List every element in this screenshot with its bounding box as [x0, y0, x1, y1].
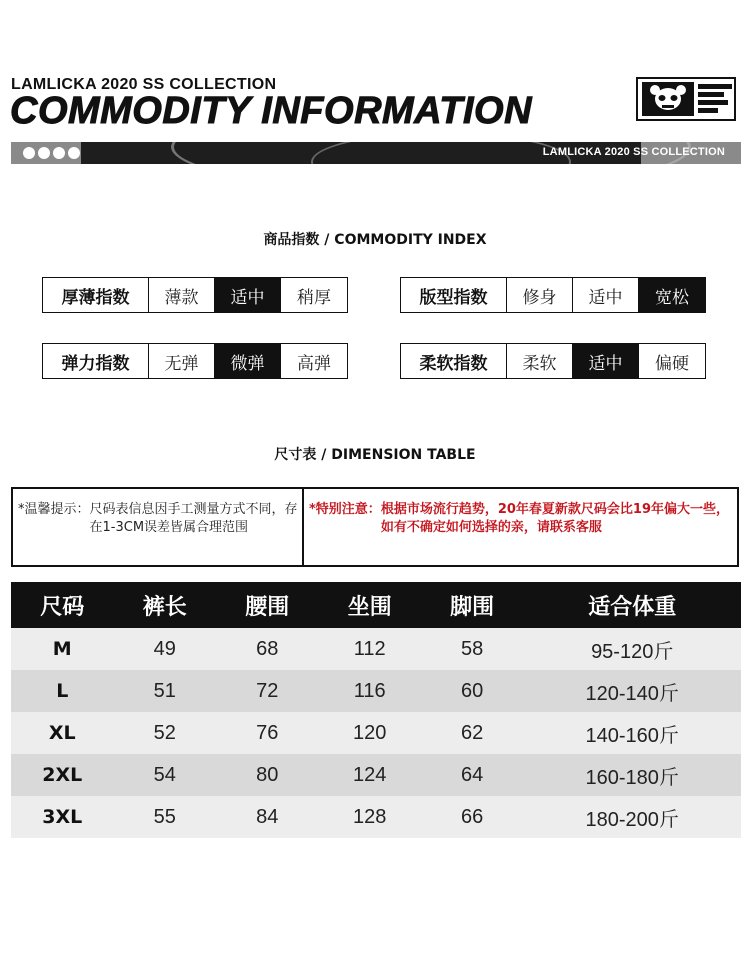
band-collection-label: LAMLICKA 2020 SS COLLECTION: [542, 146, 725, 158]
warning-note: [304, 489, 737, 565]
table-cell: 76: [216, 712, 318, 754]
dimension-table-title: 尺寸表 / DIMENSION TABLE: [274, 447, 476, 463]
column-header: 腰围: [216, 582, 318, 628]
page-title: COMMODITY INFORMATION: [10, 90, 533, 132]
index-row-fit: [400, 277, 706, 313]
table-cell: 160-180斤: [523, 754, 741, 796]
size-cell: 2XL: [11, 754, 113, 796]
index-label: 弹力指数: [43, 344, 149, 378]
table-cell: 54: [113, 754, 215, 796]
table-cell: 55: [113, 796, 215, 838]
index-option: 高弹: [297, 353, 331, 374]
table-cell: 95-120斤: [523, 628, 741, 670]
header-band: [11, 142, 741, 164]
column-header: 尺码: [11, 582, 113, 628]
index-option: 适中: [573, 278, 639, 312]
collection-subtitle: LAMLICKA 2020 SS COLLECTION: [11, 76, 277, 93]
size-cell: XL: [11, 712, 113, 754]
index-row-softness: [400, 343, 706, 379]
table-header-row: [11, 582, 741, 628]
dot-icon: [68, 147, 80, 159]
index-row-elasticity: [42, 343, 348, 379]
index-label: 柔软指数: [401, 344, 507, 378]
column-header: 适合体重: [523, 582, 741, 628]
brand-logo: [636, 77, 736, 121]
size-notes: [11, 487, 739, 567]
table-cell: 51: [113, 670, 215, 712]
table-cell: 66: [421, 796, 523, 838]
index-option-selected: 宽松: [639, 278, 705, 312]
table-cell: 72: [216, 670, 318, 712]
index-option-selected: 适中: [573, 344, 639, 378]
band-dots: [23, 147, 80, 159]
index-row-thickness: [42, 277, 348, 313]
index-option: 修身: [507, 278, 573, 312]
index-option: 无弹: [149, 344, 215, 378]
table-cell: 60: [421, 670, 523, 712]
tip-note-text: 尺码表信息因手工测量方式不同，存在1-3CM误差皆属合理范围: [89, 502, 298, 535]
index-option-selected: 适中: [215, 278, 281, 312]
dot-icon: [38, 147, 50, 159]
tip-note: [13, 489, 304, 565]
table-cell: 64: [421, 754, 523, 796]
table-cell: 52: [113, 712, 215, 754]
table-row: [11, 754, 741, 796]
table-cell: 128: [318, 796, 420, 838]
index-option: 薄款: [149, 278, 215, 312]
table-row: [11, 670, 741, 712]
size-cell: 3XL: [11, 796, 113, 838]
panda-skull-icon: [642, 82, 694, 116]
table-cell: 58: [421, 628, 523, 670]
index-option: 偏硬: [655, 353, 689, 374]
table-cell: 62: [421, 712, 523, 754]
index-label: 厚薄指数: [43, 278, 149, 312]
table-cell: 120: [318, 712, 420, 754]
index-option: 柔软: [507, 344, 573, 378]
warning-note-text: 根据市场流行趋势，20年春夏新款尺码会比19年偏大一些，如有不确定如何选择的亲，请联系客服: [380, 502, 729, 535]
table-cell: 49: [113, 628, 215, 670]
table-cell: 116: [318, 670, 420, 712]
table-cell: 124: [318, 754, 420, 796]
table-row: [11, 796, 741, 838]
table-row: [11, 712, 741, 754]
table-cell: 68: [216, 628, 318, 670]
dot-icon: [53, 147, 65, 159]
tip-note-label: *温馨提示：: [18, 502, 90, 517]
dot-icon: [23, 147, 35, 159]
size-table: [11, 582, 741, 838]
table-cell: 120-140斤: [523, 670, 741, 712]
header: [0, 0, 750, 170]
column-header: 脚围: [421, 582, 523, 628]
index-label: 版型指数: [401, 278, 507, 312]
table-cell: 80: [216, 754, 318, 796]
size-cell: M: [11, 628, 113, 670]
index-option-selected: 微弹: [215, 344, 281, 378]
table-cell: 180-200斤: [523, 796, 741, 838]
table-cell: 112: [318, 628, 420, 670]
table-cell: 84: [216, 796, 318, 838]
column-header: 坐围: [318, 582, 420, 628]
table-row: [11, 628, 741, 670]
commodity-index-title: 商品指数 / COMMODITY INDEX: [263, 232, 487, 248]
column-header: 裤长: [113, 582, 215, 628]
table-cell: 140-160斤: [523, 712, 741, 754]
warning-note-label: *特别注意：: [309, 502, 381, 517]
logo-bars: [698, 84, 732, 116]
index-option: 稍厚: [297, 287, 331, 308]
size-cell: L: [11, 670, 113, 712]
